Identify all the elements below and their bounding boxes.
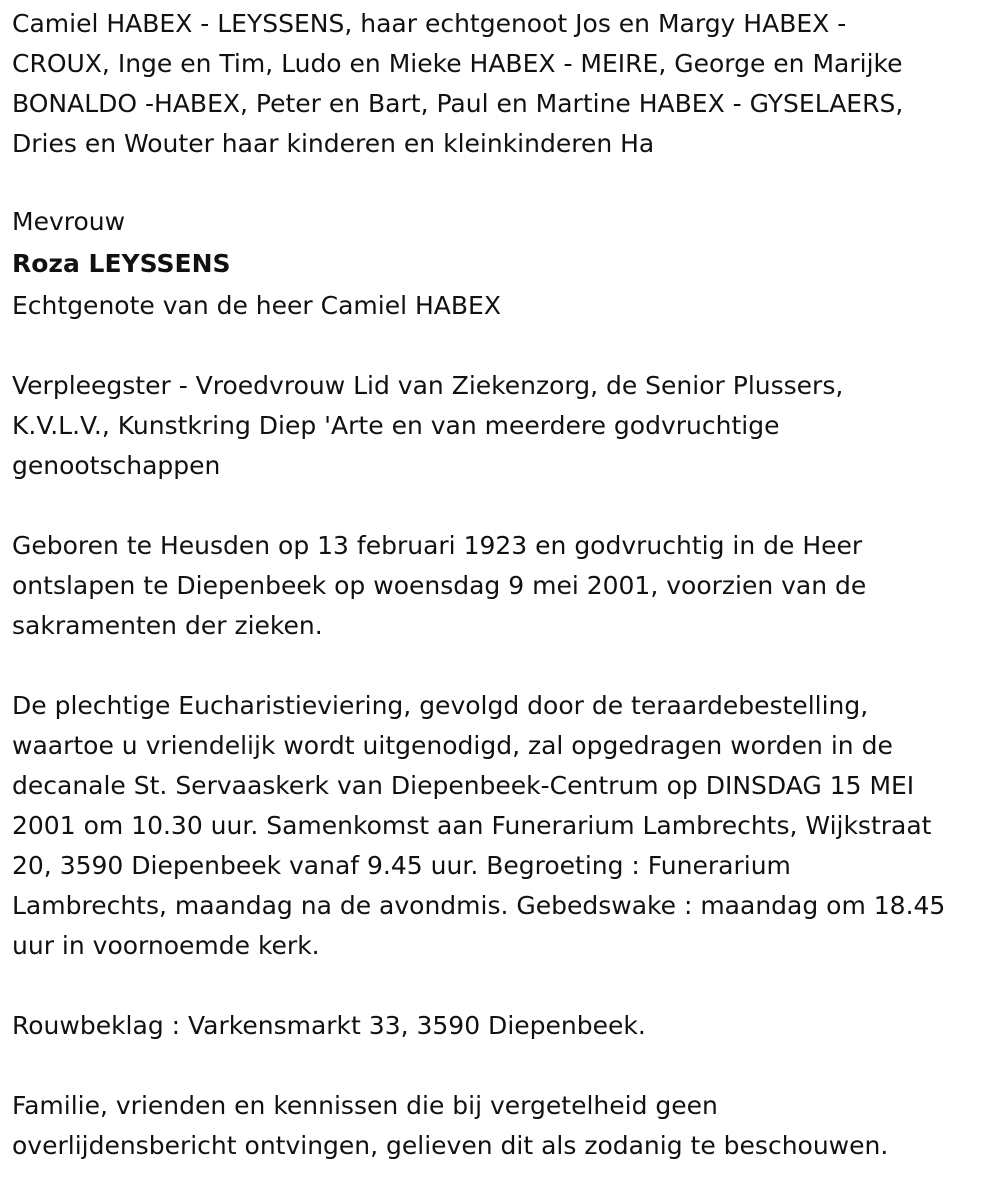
profession-paragraph: Verpleegster - Vroedvrouw Lid van Ziekenzorg, de Senior Plussers, K.V.L.V., Kunstkring Diep 'Arte en van meerdere godvruchtige genootschappen: [12, 371, 844, 480]
condolence-address: Rouwbeklag : Varkensmarkt 33, 3590 Diepenbeek.: [12, 1011, 646, 1040]
ceremony-paragraph: De plechtige Eucharistieviering, gevolgd door de teraardebestelling, waartoe u vriendelijk wordt uitgenodigd, zal opgedragen worden in de decanale St. Servaaskerk van Diepenbeek-Centrum op DINSDAG 15 MEI 2001 om 10.30 uur. Samenkomst aan Funerarium Lambrechts, Wijkstraat 20, 3590 Diepenbeek vanaf 9.45 uur. Begroeting : Funerarium Lambrechts, maandag na de avondmis. Gebedswake : maandag om 18.45 uur in voornoemde kerk.: [12, 691, 946, 960]
spacer: [12, 164, 992, 204]
spacer: [12, 966, 992, 1006]
family-paragraph: Camiel HABEX - LEYSSENS, haar echtgenoot Jos en Margy HABEX - CROUX, Inge en Tim, Ludo en Mieke HABEX - MEIRE, George en Marijke BONALDO -HABEX, Peter en Bart, Paul en Martine HABEX - GYSELAERS, Dries en Wouter haar kinderen en kleinkinderen Ha: [12, 9, 904, 158]
spacer: [12, 486, 992, 526]
deceased-name: Roza LEYSSENS: [12, 249, 231, 278]
closing-note: Familie, vrienden en kennissen die bij vergetelheid geen overlijdensbericht ontvingen, gelieven dit als zodanig te beschouwen.: [12, 1091, 889, 1160]
spacer: [12, 1046, 992, 1086]
birth-death-paragraph: Geboren te Heusden op 13 februari 1923 en godvruchtig in de Heer ontslapen te Diepenbeek op woensdag 9 mei 2001, voorzien van de sakramenten der zieken.: [12, 531, 867, 640]
obituary-document: [12, 0, 992, 1166]
spouse-line: Echtgenote van de heer Camiel HABEX: [12, 291, 501, 320]
spacer: [12, 646, 992, 686]
salutation: Mevrouw: [12, 207, 126, 236]
spacer: [12, 326, 992, 366]
